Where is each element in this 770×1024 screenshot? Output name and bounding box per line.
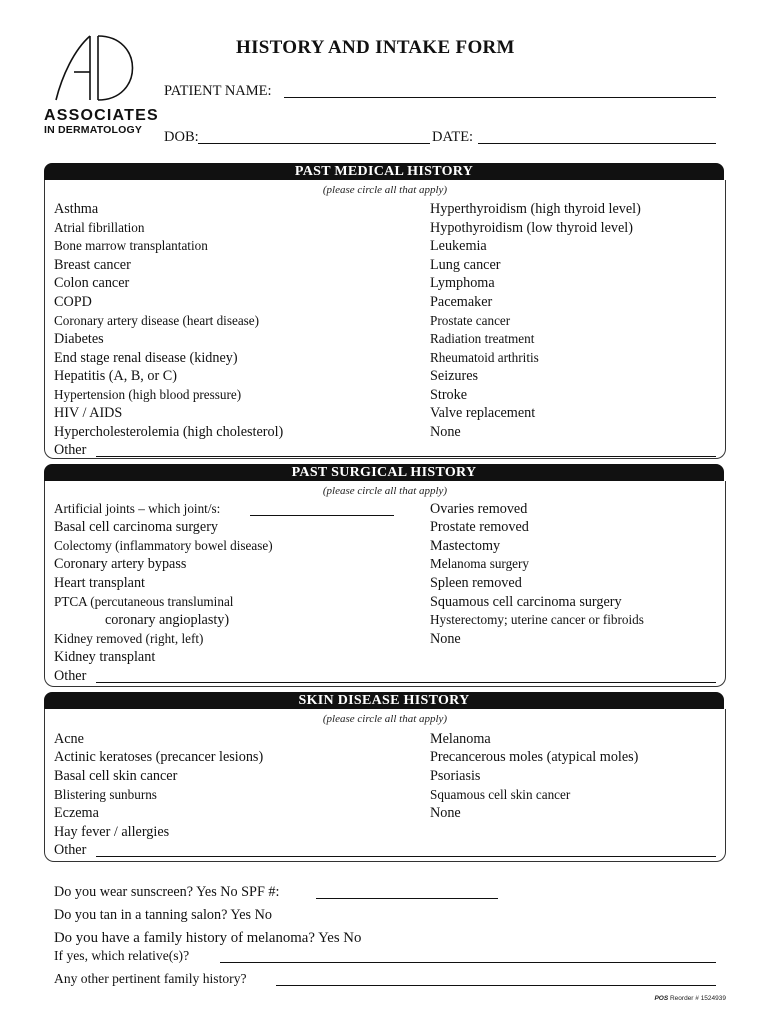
surgical-item[interactable]: Melanoma surgery [430,556,530,571]
skin-item[interactable]: Blistering sunburns [54,787,157,802]
skin-item[interactable]: Psoriasis [430,768,481,784]
surgical-history-note: (please circle all that apply) [322,485,448,497]
medical-item[interactable]: Colon cancer [54,275,130,291]
surgical-item[interactable]: Kidney removed (right, left) [54,631,204,646]
sunscreen-question[interactable]: Do you wear sunscreen? Yes No SPF #: [54,884,280,900]
other-family-history-label: Any other pertinent family history? [54,971,247,986]
logo-text-associates: ASSOCIATES [44,107,159,124]
spf-field[interactable] [316,898,498,899]
surgical-item[interactable]: Hysterectomy; uterine cancer or fibroids [430,612,644,627]
skin-item[interactable]: Basal cell skin cancer [54,768,178,784]
skin-history-note: (please circle all that apply) [322,713,448,725]
medical-item[interactable]: Asthma [54,201,99,217]
medical-history-header: PAST MEDICAL HISTORY [44,163,724,180]
footer-reorder-number: Reorder # 1524939 [669,995,726,1002]
medical-item[interactable]: Coronary artery disease (heart disease) [54,313,260,328]
surgical-item[interactable]: Prostate removed [430,519,529,535]
skin-item[interactable]: Precancerous moles (atypical moles) [430,749,639,765]
surgical-item[interactable]: Colectomy (inflammatory bowel disease) [54,538,273,553]
medical-item[interactable]: Leukemia [430,238,487,254]
dob-field[interactable] [198,143,430,144]
other-family-history-field[interactable] [276,985,716,986]
skin-other-label: Other [54,842,87,858]
medical-item[interactable]: Radiation treatment [430,331,535,346]
surgical-item[interactable]: coronary angioplasty) [105,612,230,628]
reorder-footer [654,995,726,1002]
medical-item[interactable]: Diabetes [54,331,104,347]
date-field[interactable] [478,143,716,144]
medical-item[interactable]: Atrial fibrillation [54,220,145,235]
associates-logo-mark [52,32,144,104]
skin-item[interactable]: Squamous cell skin cancer [430,787,571,802]
surgical-other-field[interactable] [96,682,716,683]
surgical-item[interactable]: Mastectomy [430,538,501,554]
surgical-item[interactable]: Squamous cell carcinoma surgery [430,594,622,610]
medical-item[interactable]: Hypercholesterolemia (high cholesterol) [54,424,284,440]
medical-item[interactable]: Pacemaker [430,294,493,310]
skin-item[interactable]: Hay fever / allergies [54,824,170,840]
skin-item[interactable]: Melanoma [430,731,491,747]
melanoma-question[interactable]: Do you have a family history of melanoma? Yes No [54,930,362,946]
medical-item[interactable]: HIV / AIDS [54,405,123,421]
skin-item[interactable]: Actinic keratoses (precancer lesions) [54,749,264,765]
skin-item[interactable]: Eczema [54,805,99,821]
medical-other-label: Other [54,442,87,458]
medical-item[interactable]: End stage renal disease (kidney) [54,350,238,366]
relatives-field[interactable] [220,962,716,963]
patient-name-label: PATIENT NAME: [164,83,272,99]
surgical-item[interactable]: Heart transplant [54,575,145,591]
medical-other-field[interactable] [96,456,716,457]
tanning-question[interactable]: Do you tan in a tanning salon? Yes No [54,907,272,923]
surgical-history-header: PAST SURGICAL HISTORY [44,464,724,481]
form-title: HISTORY AND INTAKE FORM [236,37,515,58]
skin-history-header: SKIN DISEASE HISTORY [44,692,724,709]
medical-item[interactable]: Hyperthyroidism (high thyroid level) [430,201,641,217]
medical-item[interactable]: Lung cancer [430,257,501,273]
skin-item[interactable]: Acne [54,731,84,747]
medical-item[interactable]: Prostate cancer [430,313,511,328]
medical-item[interactable]: Lymphoma [430,275,495,291]
surgical-item[interactable]: Artificial joints – which joint/s: [54,501,221,516]
medical-item[interactable]: Stroke [430,387,468,403]
medical-item[interactable]: Breast cancer [54,257,131,273]
skin-other-field[interactable] [96,856,716,857]
medical-item[interactable]: Bone marrow transplantation [54,238,208,253]
surgical-item[interactable]: Ovaries removed [430,501,528,517]
medical-item[interactable]: Hepatitis (A, B, or C) [54,368,177,384]
surgical-item[interactable]: PTCA (percutaneous transluminal [54,594,234,609]
footer-brand: POS [654,995,669,1002]
medical-item[interactable]: Rheumatoid arthritis [430,350,539,365]
relatives-label: If yes, which relative(s)? [54,948,190,963]
medical-item[interactable]: Valve replacement [430,405,536,421]
dob-label: DOB: [164,129,199,145]
logo-text-in-dermatology: IN DERMATOLOGY [44,124,143,136]
medical-item[interactable]: None [430,424,461,440]
date-label: DATE: [432,129,474,145]
surgical-other-label: Other [54,668,87,684]
artificial-joint-field[interactable] [250,515,394,516]
patient-name-field[interactable] [284,97,716,98]
medical-item[interactable]: Hypertension (high blood pressure) [54,387,242,402]
surgical-item[interactable]: Spleen removed [430,575,522,591]
surgical-item[interactable]: Basal cell carcinoma surgery [54,519,219,535]
surgical-item[interactable]: Kidney transplant [54,649,156,665]
surgical-item[interactable]: Coronary artery bypass [54,556,187,572]
medical-item[interactable]: Hypothyroidism (low thyroid level) [430,220,633,236]
medical-history-note: (please circle all that apply) [322,184,448,196]
skin-item[interactable]: None [430,805,461,821]
medical-item[interactable]: COPD [54,294,92,310]
medical-item[interactable]: Seizures [430,368,479,384]
surgical-item[interactable]: None [430,631,461,647]
